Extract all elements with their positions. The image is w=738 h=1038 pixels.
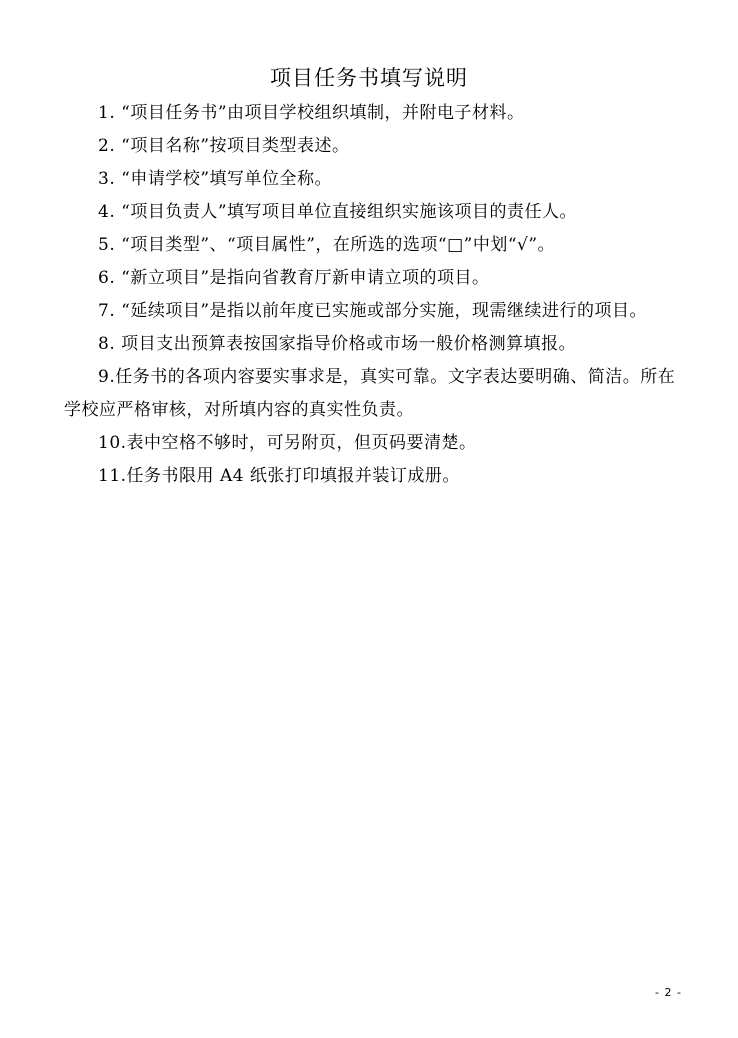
instruction-item-7: 7. “延续项目”是指以前年度已实施或部分实施，现需继续进行的项目。: [98, 301, 648, 321]
instruction-list: [64, 97, 692, 493]
instruction-item-11: 11.任务书限用 A4 纸张打印填报并装订成册。: [98, 466, 460, 486]
instruction-item-4: 4. “项目负责人”填写项目单位直接组织实施该项目的责任人。: [98, 202, 578, 222]
instruction-item-8: 8. 项目支出预算表按国家指导价格或市场一般价格测算填报。: [98, 334, 577, 354]
instruction-item-5: 5. “项目类型”、“项目属性”，在所选的选项“□”中划“√”。: [98, 235, 556, 255]
instruction-item-2: 2. “项目名称”按项目类型表述。: [98, 136, 350, 156]
instruction-item-9: 9.任务书的各项内容要实事求是，真实可靠。文字表达要明确、简洁。所在学校应严格审核，对所填内容的真实性负责。: [64, 367, 676, 420]
instruction-item-6: 6. “新立项目”是指向省教育厅新申请立项的项目。: [98, 268, 490, 288]
document-title: 项目任务书填写说明: [270, 66, 468, 90]
instruction-item-1: 1. “项目任务书”由项目学校组织填制，并附电子材料。: [98, 103, 525, 123]
instruction-item-3: 3. “申请学校”填写单位全称。: [98, 169, 333, 189]
page-number: - 2 -: [655, 986, 682, 999]
instruction-item-10: 10.表中空格不够时，可另附页，但页码要清楚。: [98, 433, 477, 453]
